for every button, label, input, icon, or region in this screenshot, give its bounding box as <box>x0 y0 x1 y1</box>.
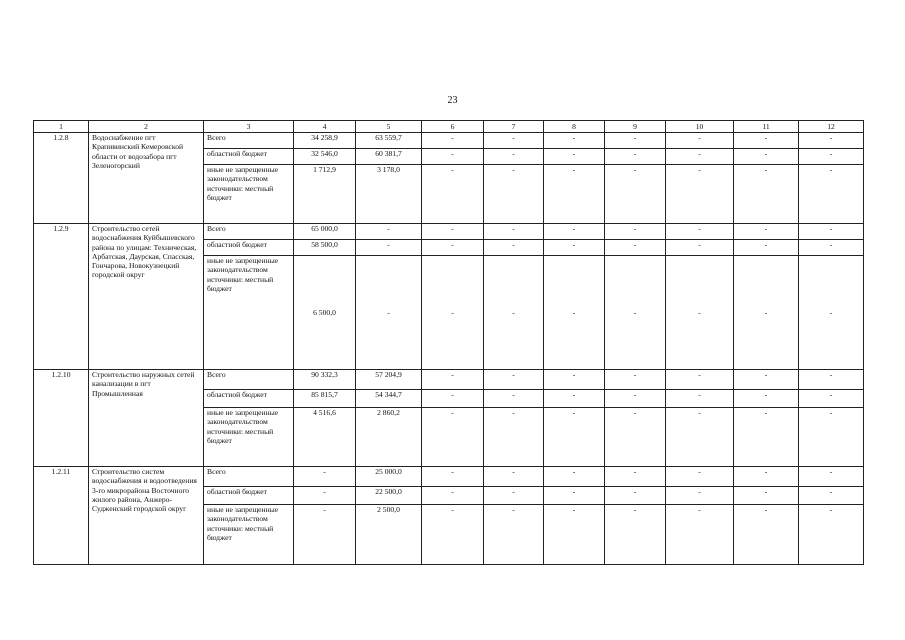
value-cell: - <box>734 370 799 390</box>
value-cell: - <box>799 370 864 390</box>
header-cell: 4 <box>294 121 356 133</box>
value-cell: - <box>605 133 666 149</box>
value-cell: - <box>799 240 864 256</box>
value-cell: - <box>544 224 605 240</box>
value-cell: - <box>422 370 484 390</box>
value-cell: - <box>422 390 484 408</box>
source-cell: иные не запрещенные законодательством источники: местный бюджет <box>204 256 294 370</box>
value-cell: - <box>484 224 544 240</box>
value-cell: - <box>734 467 799 487</box>
value-cell: - <box>666 467 734 487</box>
value-cell: - <box>422 224 484 240</box>
value-cell: - <box>734 224 799 240</box>
value-cell: - <box>605 224 666 240</box>
source-cell: иные не запрещенные законодательством источники: местный бюджет <box>204 408 294 467</box>
source-cell: иные не запрещенные законодательством источники: местный бюджет <box>204 505 294 565</box>
value-cell: - <box>799 133 864 149</box>
value-cell: - <box>799 408 864 467</box>
value-cell: 32 546,0 <box>294 149 356 165</box>
value-cell: - <box>484 505 544 565</box>
value-cell: - <box>484 256 544 370</box>
value-cell: - <box>666 149 734 165</box>
value-cell: - <box>605 408 666 467</box>
value-cell: 1 712,9 <box>294 165 356 224</box>
value-cell: - <box>605 505 666 565</box>
value-cell: 58 500,0 <box>294 240 356 256</box>
value-cell: - <box>484 370 544 390</box>
header-cell: 9 <box>605 121 666 133</box>
value-cell: - <box>484 149 544 165</box>
source-cell: областной бюджет <box>204 487 294 505</box>
value-cell: - <box>734 240 799 256</box>
source-cell: Всего <box>204 370 294 390</box>
table-row <box>34 133 864 149</box>
value-cell: 6 500,0 <box>294 256 356 370</box>
source-cell: областной бюджет <box>204 149 294 165</box>
value-cell: 85 815,7 <box>294 390 356 408</box>
value-cell: 25 000,0 <box>356 467 422 487</box>
value-cell: - <box>605 240 666 256</box>
value-cell: 57 204,9 <box>356 370 422 390</box>
value-cell: - <box>422 165 484 224</box>
value-cell: - <box>422 487 484 505</box>
value-cell: - <box>356 224 422 240</box>
value-cell: - <box>666 240 734 256</box>
value-cell: - <box>484 133 544 149</box>
value-cell: - <box>799 165 864 224</box>
header-row <box>34 121 864 133</box>
header-cell: 2 <box>89 121 204 133</box>
value-cell: 22 500,0 <box>356 487 422 505</box>
value-cell: 60 381,7 <box>356 149 422 165</box>
source-cell: Всего <box>204 467 294 487</box>
value-cell: - <box>734 390 799 408</box>
value-cell: - <box>544 149 605 165</box>
value-cell: - <box>666 224 734 240</box>
value-cell: - <box>666 256 734 370</box>
value-cell: - <box>734 149 799 165</box>
value-cell: - <box>544 256 605 370</box>
value-cell: - <box>422 256 484 370</box>
value-cell: - <box>734 408 799 467</box>
value-cell: - <box>544 390 605 408</box>
value-cell: - <box>666 390 734 408</box>
section-id: 1.2.8 <box>34 133 89 224</box>
source-cell: Всего <box>204 133 294 149</box>
source-cell: областной бюджет <box>204 390 294 408</box>
table-header <box>34 121 864 133</box>
value-cell: 65 000,0 <box>294 224 356 240</box>
value-cell: - <box>799 256 864 370</box>
value-cell: - <box>734 165 799 224</box>
value-cell: 2 500,0 <box>356 505 422 565</box>
value-cell: - <box>799 149 864 165</box>
header-cell: 1 <box>34 121 89 133</box>
value-cell: - <box>734 133 799 149</box>
header-cell: 12 <box>799 121 864 133</box>
value-cell: - <box>666 487 734 505</box>
value-cell: - <box>605 487 666 505</box>
value-cell: - <box>544 467 605 487</box>
header-cell: 7 <box>484 121 544 133</box>
value-cell: 54 344,7 <box>356 390 422 408</box>
value-cell: - <box>544 487 605 505</box>
section-name: Водоснабжение пгт Крапивинский Кемеровской области от водозабора пгт Зеленогорский <box>89 133 204 224</box>
table-body <box>34 133 864 565</box>
source-cell: Всего <box>204 224 294 240</box>
value-cell: - <box>666 408 734 467</box>
value-cell: - <box>484 408 544 467</box>
value-cell: - <box>734 505 799 565</box>
header-cell: 6 <box>422 121 484 133</box>
value-cell: - <box>294 487 356 505</box>
value-cell: 3 178,0 <box>356 165 422 224</box>
table-row <box>34 224 864 240</box>
value-cell: - <box>544 240 605 256</box>
value-cell: - <box>294 505 356 565</box>
value-cell: 2 860,2 <box>356 408 422 467</box>
value-cell: - <box>422 505 484 565</box>
value-cell: - <box>484 165 544 224</box>
section-name: Строительство сетей водоснабжения Куйбышевского района по улицам: Техническая, Арбатская, Даурская, Спасская, Гончарова, Новокузнецкий городской округ <box>89 224 204 370</box>
value-cell: - <box>605 370 666 390</box>
value-cell: - <box>605 165 666 224</box>
header-cell: 5 <box>356 121 422 133</box>
value-cell: - <box>605 467 666 487</box>
value-cell: - <box>422 467 484 487</box>
value-cell: 90 332,3 <box>294 370 356 390</box>
value-cell: - <box>484 240 544 256</box>
value-cell: - <box>422 133 484 149</box>
value-cell: - <box>484 390 544 408</box>
value-cell: - <box>799 224 864 240</box>
value-cell: - <box>294 467 356 487</box>
value-cell: - <box>605 256 666 370</box>
header-cell: 11 <box>734 121 799 133</box>
section-name: Строительство наружных сетей канализации в пгт Промышленная <box>89 370 204 467</box>
header-cell: 8 <box>544 121 605 133</box>
value-cell: 63 559,7 <box>356 133 422 149</box>
value-cell: - <box>799 390 864 408</box>
value-cell: - <box>544 165 605 224</box>
value-cell: - <box>544 408 605 467</box>
table-row <box>34 467 864 487</box>
value-cell: - <box>422 149 484 165</box>
section-id: 1.2.11 <box>34 467 89 565</box>
value-cell: - <box>666 165 734 224</box>
value-cell: - <box>544 505 605 565</box>
budget-table <box>33 120 864 565</box>
value-cell: - <box>799 505 864 565</box>
source-cell: иные не запрещенные законодательством источники: местный бюджет <box>204 165 294 224</box>
value-cell: - <box>799 467 864 487</box>
value-cell: - <box>799 487 864 505</box>
section-id: 1.2.9 <box>34 224 89 370</box>
value-cell: - <box>484 487 544 505</box>
section-id: 1.2.10 <box>34 370 89 467</box>
header-cell: 10 <box>666 121 734 133</box>
value-cell: - <box>422 408 484 467</box>
page-number: 23 <box>447 95 458 106</box>
value-cell: - <box>666 133 734 149</box>
value-cell: 34 258,9 <box>294 133 356 149</box>
table-row <box>34 370 864 390</box>
value-cell: - <box>544 370 605 390</box>
value-cell: - <box>356 256 422 370</box>
header-cell: 3 <box>204 121 294 133</box>
value-cell: - <box>734 487 799 505</box>
value-cell: - <box>356 240 422 256</box>
value-cell: - <box>544 133 605 149</box>
value-cell: - <box>734 256 799 370</box>
value-cell: - <box>666 505 734 565</box>
value-cell: - <box>666 370 734 390</box>
source-cell: областной бюджет <box>204 240 294 256</box>
section-name: Строительство систем водоснабжения и водоотведения 3-го микрорайона Восточного жилого района, Анжеро-Судженский городской округ <box>89 467 204 565</box>
value-cell: 4 516,6 <box>294 408 356 467</box>
value-cell: - <box>484 467 544 487</box>
value-cell: - <box>605 390 666 408</box>
value-cell: - <box>422 240 484 256</box>
value-cell: - <box>605 149 666 165</box>
